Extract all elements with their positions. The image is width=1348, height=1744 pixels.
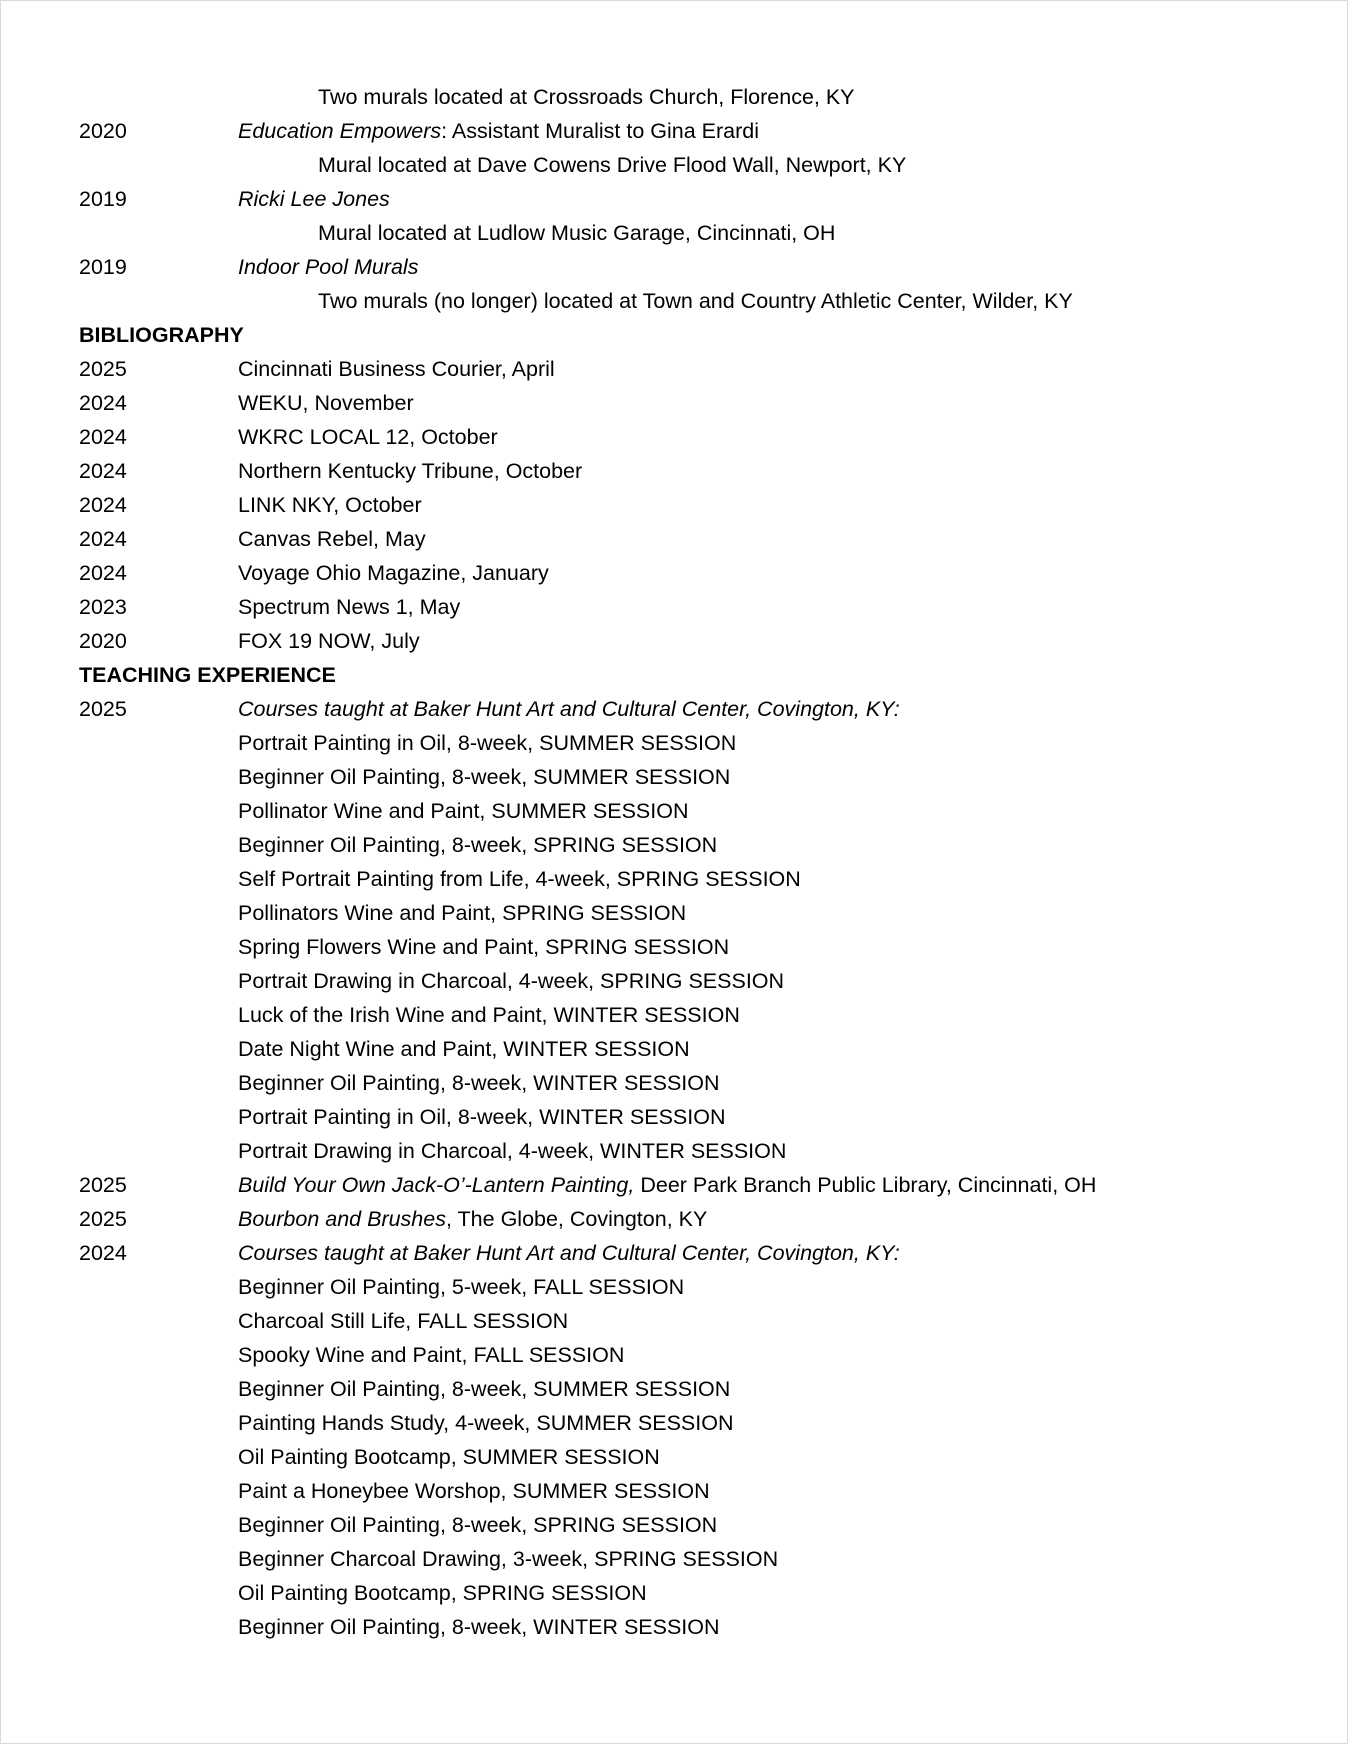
teaching-item [79,794,1279,828]
teaching-italic: Courses taught at Baker Hunt Art and Cultural Center, Covington, KY: [238,697,900,721]
teaching-item [79,1270,1279,1304]
teaching-text: Charcoal Still Life, FALL SESSION [238,1309,569,1333]
mural-detail: Two murals (no longer) located at Town and Country Athletic Center, Wilder, KY [318,289,1073,313]
teaching-text: Oil Painting Bootcamp, SUMMER SESSION [238,1445,660,1469]
teaching-text: Self Portrait Painting from Life, 4-week, SPRING SESSION [238,867,801,891]
teaching-year: 2025 [79,697,127,721]
bibliography-text: Cincinnati Business Courier, April [238,357,555,381]
mural-title: Education Empowers [238,119,442,143]
teaching-item [79,1134,1279,1168]
teaching-year: 2024 [79,1241,127,1265]
mural-entry [238,114,759,148]
teaching-text: Date Night Wine and Paint, WINTER SESSION [238,1037,690,1061]
mural-line [79,182,1279,216]
teaching-item [79,1508,1279,1542]
teaching-item [79,1474,1279,1508]
bibliography-year: 2020 [79,629,127,653]
bibliography-section [79,318,1279,658]
bibliography-item [79,488,1279,522]
teaching-item [79,1440,1279,1474]
teaching-text: Portrait Drawing in Charcoal, 4-week, WINTER SESSION [238,1139,787,1163]
bibliography-text: Voyage Ohio Magazine, January [238,561,549,585]
teaching-text: Portrait Painting in Oil, 8-week, WINTER SESSION [238,1105,726,1129]
teaching-text: Paint a Honeybee Worshop, SUMMER SESSION [238,1479,710,1503]
teaching-text: Beginner Charcoal Drawing, 3-week, SPRING SESSION [238,1547,779,1571]
teaching-item [79,726,1279,760]
teaching-item [79,1542,1279,1576]
bibliography-item [79,454,1279,488]
teaching-item [79,1406,1279,1440]
mural-line [79,250,1279,284]
teaching-item [79,828,1279,862]
teaching-text: Pollinator Wine and Paint, SUMMER SESSION [238,799,689,823]
bibliography-year: 2024 [79,459,127,483]
bibliography-text: FOX 19 NOW, July [238,629,420,653]
teaching-item [79,1236,1279,1270]
mural-line [79,284,1279,318]
teaching-text: Beginner Oil Painting, 5-week, FALL SESSION [238,1275,685,1299]
bibliography-year: 2024 [79,391,127,415]
bibliography-item [79,624,1279,658]
teaching-text: Beginner Oil Painting, 8-week, SPRING SESSION [238,833,718,857]
teaching-item [79,998,1279,1032]
teaching-item [79,1032,1279,1066]
teaching-text: Deer Park Branch Public Library, Cincinnati, OH [634,1173,1097,1197]
bibliography-year: 2023 [79,595,127,619]
mural-line [79,114,1279,148]
teaching-item [79,692,1279,726]
teaching-item [79,964,1279,998]
bibliography-text: WKRC LOCAL 12, October [238,425,498,449]
teaching-item [79,1202,1279,1236]
teaching-text: Portrait Painting in Oil, 8-week, SUMMER SESSION [238,731,737,755]
teaching-text: Beginner Oil Painting, 8-week, WINTER SESSION [238,1071,720,1095]
teaching-italic: Build Your Own Jack-O’-Lantern Painting, [238,1173,635,1197]
teaching-italic: Courses taught at Baker Hunt Art and Cultural Center, Covington, KY: [238,1241,900,1265]
bibliography-year: 2024 [79,425,127,449]
teaching-item [79,896,1279,930]
teaching-entry [238,1168,1096,1202]
bibliography-text: Canvas Rebel, May [238,527,426,551]
teaching-item [79,1100,1279,1134]
teaching-text: Beginner Oil Painting, 8-week, SUMMER SESSION [238,765,731,789]
bibliography-text: LINK NKY, October [238,493,422,517]
teaching-text: Spring Flowers Wine and Paint, SPRING SESSION [238,935,730,959]
mural-entry [238,182,390,216]
teaching-text: Beginner Oil Painting, 8-week, SPRING SESSION [238,1513,718,1537]
teaching-item [79,1372,1279,1406]
bibliography-item [79,556,1279,590]
teaching-text: Portrait Drawing in Charcoal, 4-week, SPRING SESSION [238,969,785,993]
teaching-item [79,1576,1279,1610]
teaching-item [79,930,1279,964]
mural-role: : Assistant Muralist to Gina Erardi [441,119,760,143]
teaching-text: , The Globe, Covington, KY [445,1207,708,1231]
teaching-item [79,862,1279,896]
bibliography-text: Northern Kentucky Tribune, October [238,459,583,483]
teaching-item [79,1066,1279,1100]
cv-document-body [79,80,1279,1644]
teaching-text: Luck of the Irish Wine and Paint, WINTER SESSION [238,1003,740,1027]
teaching-text: Painting Hands Study, 4-week, SUMMER SESSION [238,1411,734,1435]
mural-year: 2019 [79,187,127,211]
teaching-item [79,760,1279,794]
teaching-year: 2025 [79,1207,127,1231]
mural-detail: Two murals located at Crossroads Church, Florence, KY [318,85,855,109]
teaching-item [79,1610,1279,1644]
mural-line [79,80,1279,114]
bibliography-item [79,386,1279,420]
teaching-item [79,1338,1279,1372]
teaching-item [79,1304,1279,1338]
mural-line [79,216,1279,250]
teaching-text: Spooky Wine and Paint, FALL SESSION [238,1343,625,1367]
teaching-text: Beginner Oil Painting, 8-week, SUMMER SESSION [238,1377,731,1401]
teaching-entry [238,1202,707,1236]
bibliography-year: 2024 [79,493,127,517]
mural-detail: Mural located at Ludlow Music Garage, Cincinnati, OH [318,221,836,245]
mural-detail: Mural located at Dave Cowens Drive Flood Wall, Newport, KY [318,153,907,177]
teaching-entry [238,692,900,726]
teaching-italic: Bourbon and Brushes [238,1207,446,1231]
bibliography-text: Spectrum News 1, May [238,595,461,619]
bibliography-year: 2024 [79,561,127,585]
bibliography-item [79,352,1279,386]
section-heading-line [79,658,1279,692]
teaching-section [79,658,1279,1644]
bibliography-item [79,522,1279,556]
mural-title: Indoor Pool Murals [238,255,419,279]
murals-section [79,80,1279,318]
mural-title: Ricki Lee Jones [238,187,390,211]
bibliography-heading: BIBLIOGRAPHY [79,323,244,347]
mural-year: 2019 [79,255,127,279]
teaching-text: Oil Painting Bootcamp, SPRING SESSION [238,1581,647,1605]
teaching-heading: TEACHING EXPERIENCE [79,663,336,687]
bibliography-year: 2024 [79,527,127,551]
teaching-item [79,1168,1279,1202]
bibliography-item [79,420,1279,454]
mural-entry [238,250,418,284]
bibliography-year: 2025 [79,357,127,381]
bibliography-text: WEKU, November [238,391,414,415]
teaching-entry [238,1236,900,1270]
teaching-year: 2025 [79,1173,127,1197]
mural-line [79,148,1279,182]
section-heading-line [79,318,1279,352]
mural-year: 2020 [79,119,127,143]
teaching-text: Beginner Oil Painting, 8-week, WINTER SESSION [238,1615,720,1639]
bibliography-item [79,590,1279,624]
teaching-text: Pollinators Wine and Paint, SPRING SESSION [238,901,687,925]
